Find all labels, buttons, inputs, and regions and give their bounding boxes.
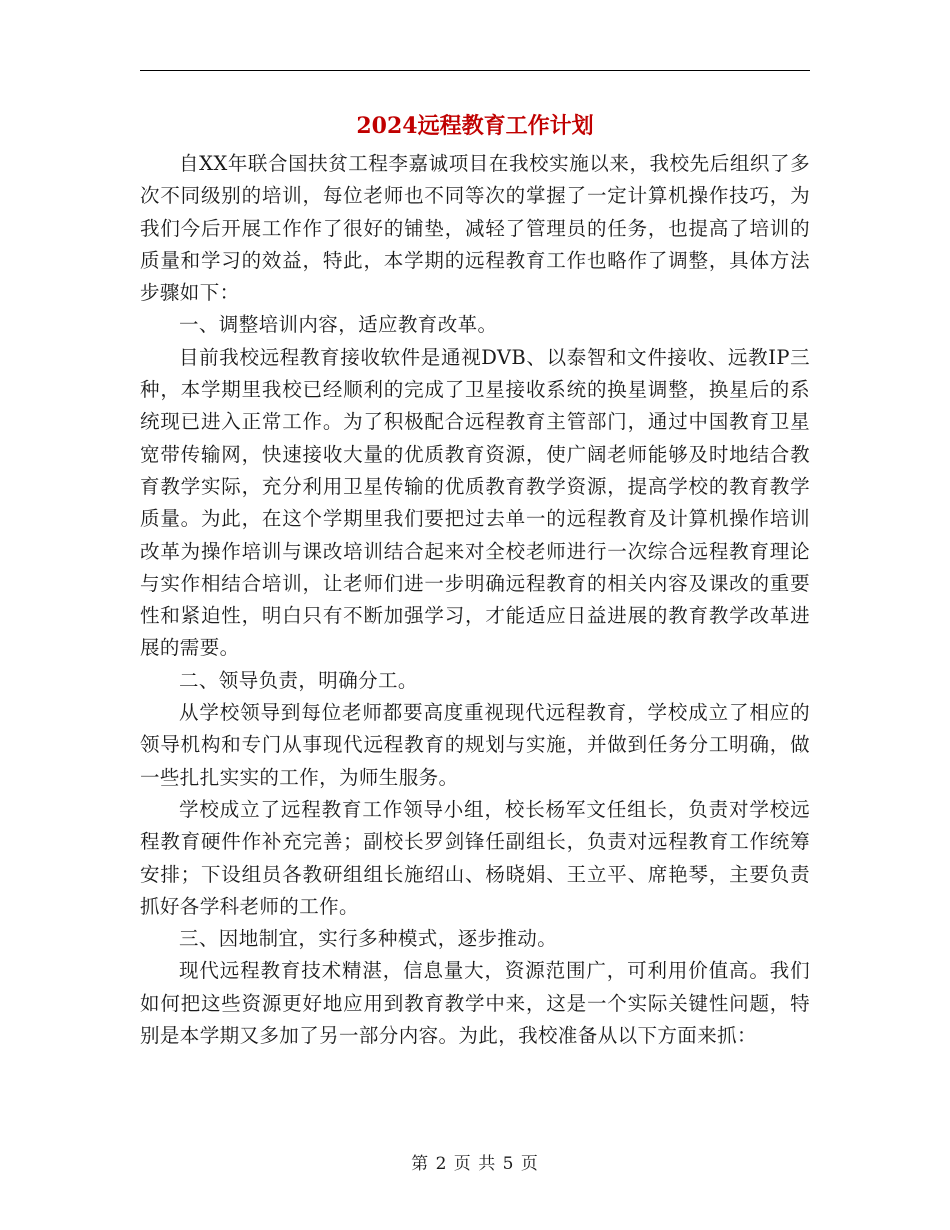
paragraph-intro: 自XX年联合国扶贫工程李嘉诚项目在我校实施以来，我校先后组织了多次不同级别的培训，每位老师也不同等次的掌握了一定计算机操作技巧，为我们今后开展工作作了很好的铺垫，减轻了管理员的任务，也提高了培训的质量和学习的效益，特此，本学期的远程教育工作也略作了调整，具体方法步骤如下：	[140, 152, 810, 305]
paragraph-section-1: 目前我校远程教育接收软件是通视DVB、以泰智和文件接收、远教IP三种，本学期里我校已经顺利的完成了卫星接收系统的换星调整，换星后的系统现已进入正常工作。为了积极配合远程教育主管部门，通过中国教育卫星宽带传输网，快速接收大量的优质教育资源，使广阔老师能够及时地结合教育教学实际，充分利用卫星传输的优质教育教学资源，提高学校的教育教学质量。为此，在这个学期里我们要把过去单一的远程教育及计算机操作培训改革为操作培训与课改培训结合起来对全校老师进行一次综合远程教育理论与实作相结合培训，让老师们进一步明确远程教育的相关内容及课改的重要性和紧迫性，明白只有不断加强学习，才能适应日益进展的教育教学改革进展的需要。	[140, 345, 810, 660]
header-rule	[140, 70, 810, 71]
section-heading-1: 一、调整培训内容，适应教育改革。	[179, 313, 498, 337]
section-heading-2: 二、领导负责，明确分工。	[179, 668, 418, 692]
paragraph-section-2a: 从学校领导到每位老师都要高度重视现代远程教育，学校成立了相应的领导机构和专门从事现代远程教育的规划与实施，并做到任务分工明确，做一些扎扎实实的工作，为师生服务。	[140, 701, 810, 789]
document-body	[140, 148, 810, 1052]
paragraph-section-2b: 学校成立了远程教育工作领导小组，校长杨军文任组长，负责对学校远程教育硬件作补充完善；副校长罗剑锋任副组长，负责对远程教育工作统筹安排；下设组员各教研组组长施绍山、杨晓娟、王立平、席艳琴，主要负责抓好各学科老师的工作。	[140, 797, 810, 918]
page-number: 第 2 页 共 5 页	[411, 1154, 539, 1174]
document-title: 2024远程教育工作计划	[356, 113, 594, 139]
paragraph-section-3: 现代远程教育技术精湛，信息量大，资源范围广，可利用价值高。我们如何把这些资源更好地应用到教育教学中来，这是一个实际关键性问题，特别是本学期又多加了另一部分内容。为此，我校准备从以下方面来抓：	[140, 959, 810, 1048]
section-heading-3: 三、因地制宜，实行多种模式，逐步推动。	[179, 927, 558, 951]
